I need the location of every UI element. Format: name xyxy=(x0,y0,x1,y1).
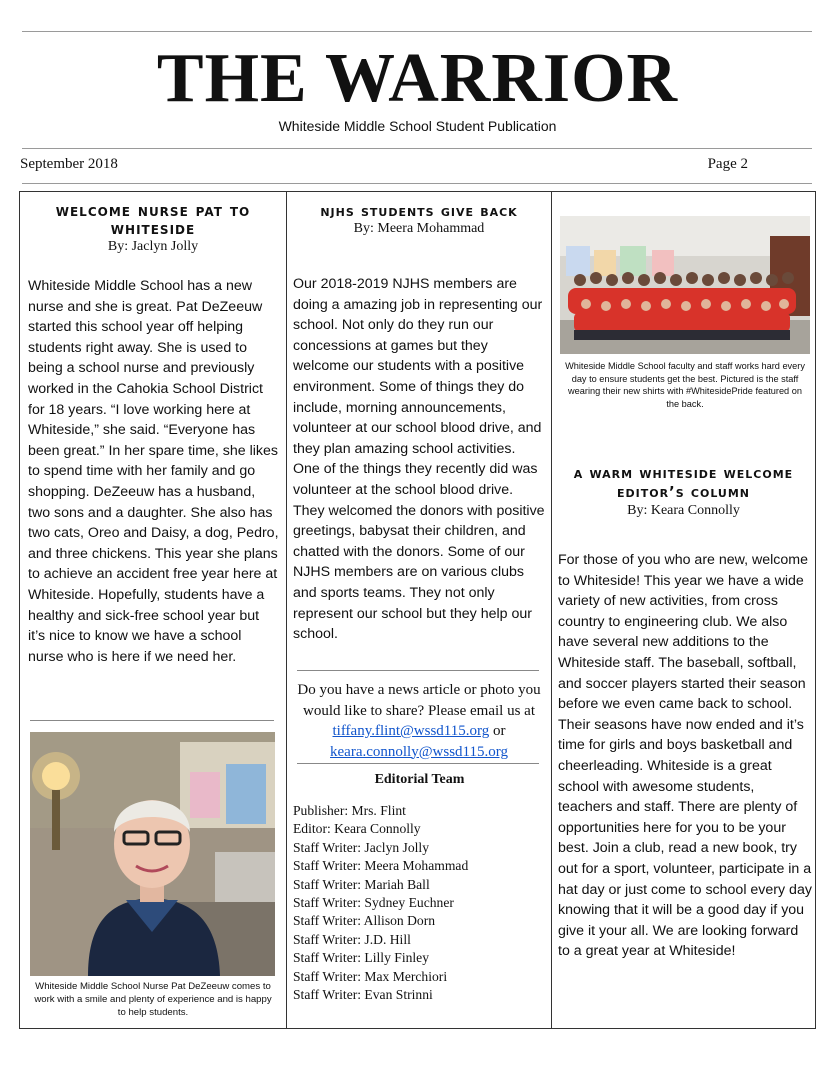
editorial-team-list xyxy=(293,802,547,1004)
team-member: Staff Writer: J.D. Hill xyxy=(293,931,411,947)
email-link-connolly[interactable]: keara.connolly@wssd115.org xyxy=(330,743,508,760)
submit-or: or xyxy=(492,723,506,739)
editor-column-header xyxy=(558,464,809,519)
submit-text: Do you have a news article or photo you would like to share? Please email us at xyxy=(297,682,541,719)
editor-column-byline: By: Keara Connolly xyxy=(627,503,740,518)
nurse-article-body: Whiteside Middle School has a new nurse and she is great. Pat DeZeeuw started this school year off helping students right away. She is used to being a school nurse and previously worked in the Cahokia School District for 18 years. “I love working here at Whiteside,” she said. “Everyone has been great.” In her spare time, she likes to spend time with her family and go shopping. DeZeeuw has a husband, two sons and a daughter. She also has two cats, Oreo and Daisy, a dog, Pedro, and three chickens. This year she plans to achieve an accident free year here at Whiteside. Hopefully, students have a healthy and sick-free school year but it’s nice to know we have a school nurse who is here if we need her. xyxy=(28,278,279,665)
editorial-team-title: Editorial Team xyxy=(374,772,465,787)
nurse-photo-caption: Whiteside Middle School Nurse Pat DeZeeuw comes to work with a smile and plenty of experience and is happy to help students. xyxy=(34,981,272,1018)
nurse-article-byline: By: Jaclyn Jolly xyxy=(107,239,199,254)
dateline-top-rule xyxy=(22,148,812,149)
staff-photo xyxy=(560,216,810,354)
page-number: Page 2 xyxy=(707,156,748,172)
masthead-subtitle: Whiteside Middle School Student Publication xyxy=(278,118,557,134)
masthead-title: THE WARRIOR xyxy=(156,40,679,117)
njhs-article-byline: By: Meera Mohammad xyxy=(353,221,485,236)
nurse-article-column xyxy=(20,192,286,1028)
njhs-article-headline: njhs students give back xyxy=(320,202,518,220)
email-link-flint[interactable]: tiffany.flint@wssd115.org xyxy=(332,723,490,739)
team-member: Editor: Keara Connolly xyxy=(293,821,421,837)
njhs-article-column xyxy=(286,192,551,1028)
editor-column-headline: a warm whiteside welcome editor’s column xyxy=(573,464,794,501)
submit-box xyxy=(291,680,547,762)
team-member: Staff Writer: Jaclyn Jolly xyxy=(293,839,429,855)
team-member: Staff Writer: Allison Dorn xyxy=(293,913,436,929)
nurse-photo xyxy=(30,732,275,976)
top-rule xyxy=(22,31,812,32)
staff-photo-caption: Whiteside Middle School faculty and staff works hard every day to ensure students get the best. Pictured is the staff wearing their new shirts with #WhitesidePride featured on the back. xyxy=(565,361,805,409)
nurse-photo-divider xyxy=(30,720,274,721)
njhs-article-header xyxy=(293,202,545,237)
njhs-article-body: Our 2018-2019 NJHS members are doing a amazing job in representing our school. Not only do they run our concessions at games but they welcome our students with a positive environment. Some of things they do include, morning announcements, volunteer at our school blood drive, and they plan amazing school activities. One of the things they recently did was volunteer at the school blood drive. They welcomed the donors with positive greetings, babysat their children, and chatted with the donors. Some of our NJHS members are on various clubs and sports teams. They not only represent our school but they help our school. xyxy=(293,276,545,643)
dateline-bottom-rule xyxy=(22,183,812,184)
issue-date: September 2018 xyxy=(20,156,118,172)
team-divider xyxy=(297,763,539,764)
team-member: Staff Writer: Mariah Ball xyxy=(293,876,430,892)
submit-divider xyxy=(297,670,539,671)
nurse-article-header xyxy=(28,202,278,255)
team-member: Staff Writer: Meera Mohammad xyxy=(293,858,469,874)
team-member: Staff Writer: Lilly Finley xyxy=(293,950,430,966)
team-member: Staff Writer: Evan Strinni xyxy=(293,987,433,1003)
editor-column xyxy=(551,192,815,1028)
nurse-article-headline: welcome nurse pat to whiteside xyxy=(55,201,251,239)
team-member: Publisher: Mrs. Flint xyxy=(293,803,406,818)
nurse-photo-image xyxy=(30,732,275,976)
article-frame xyxy=(19,191,816,1029)
team-member: Staff Writer: Max Merchiori xyxy=(293,968,448,984)
editor-column-body: For those of you who are new, welcome to Whiteside! This year we have a wide variety of new activities, from cross country to engineering club. We also have several new additions to the Whiteside staff. The baseball, softball, and soccer players started their season before we even came back to school. Their seasons have now ended and it’s time for girls and boys basketball and cheerleading. Whiteside is a great school with awesome students, teachers and staff. There are plenty of opportunities here for you to be your best. Join a club, read a new book, try out for a sport, volunteer, participate in a hat day or just come to school every day knowing that it will be a good day if you give it your all. We are looking forward to a great year at Whiteside! xyxy=(558,552,812,960)
staff-photo-image xyxy=(560,216,810,354)
team-member: Staff Writer: Sydney Euchner xyxy=(293,895,454,911)
